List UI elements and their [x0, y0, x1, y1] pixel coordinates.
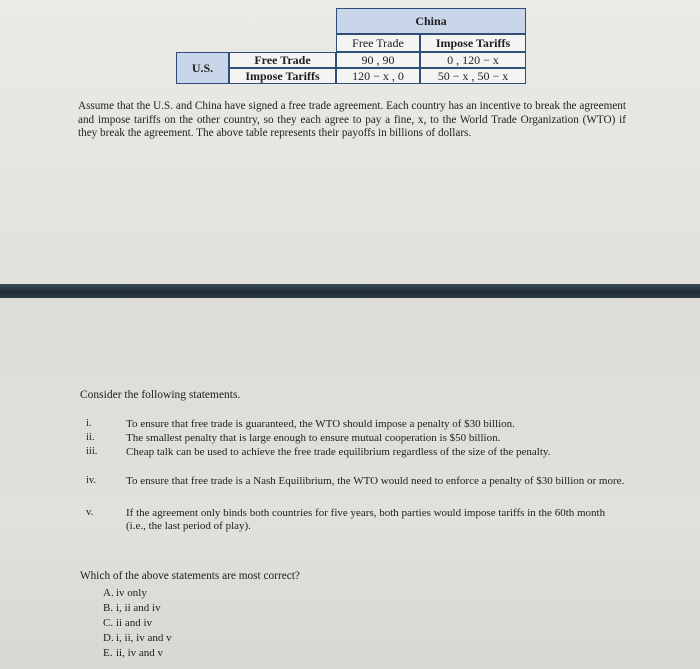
- option-e[interactable]: [103, 646, 172, 661]
- statement-number: v.: [86, 507, 94, 518]
- statement-text: The smallest penalty that is large enough to ensure mutual cooperation is $50 billion.: [126, 432, 501, 444]
- option-text: i, ii, iv and v: [116, 632, 172, 644]
- col-header-free-trade: Free Trade: [336, 34, 420, 52]
- option-text: iv only: [116, 587, 147, 599]
- option-text: ii, iv and v: [116, 647, 164, 659]
- option-text: ii and iv: [116, 617, 153, 629]
- statement-text: Cheap talk can be used to achieve the free trade equilibrium regardless of the size of the penalty.: [126, 446, 551, 458]
- option-a[interactable]: [103, 586, 172, 601]
- row-header-free-trade: Free Trade: [229, 52, 336, 68]
- row-header-impose-tariffs: Impose Tariffs: [229, 68, 336, 84]
- option-b[interactable]: [103, 601, 172, 616]
- consider-heading: Consider the following statements.: [80, 389, 241, 401]
- page-divider: [0, 284, 700, 298]
- option-letter: D.: [103, 632, 114, 644]
- option-letter: A.: [103, 587, 114, 599]
- statement-number: ii.: [86, 432, 95, 443]
- statement-text: To ensure that free trade is a Nash Equilibrium, the WTO would need to enforce a penalty of $30 billion or more.: [126, 475, 625, 487]
- cell-free-tariff: 0 , 120 − x: [420, 52, 526, 68]
- statement-text: To ensure that free trade is guaranteed, the WTO should impose a penalty of $30 billion.: [126, 418, 515, 430]
- question-text: Which of the above statements are most correct?: [80, 570, 300, 582]
- cell-tariff-tariff: 50 − x , 50 − x: [420, 68, 526, 84]
- cell-tariff-free: 120 − x , 0: [336, 68, 420, 84]
- option-letter: B.: [103, 602, 114, 614]
- statement-text: If the agreement only binds both countries for five years, both parties would impose tariffs in the 60th month (i.e., the last period of play).: [126, 507, 606, 532]
- statement-number: iii.: [86, 446, 98, 457]
- china-header: China: [336, 8, 526, 34]
- problem-paragraph: Assume that the U.S. and China have signed a free trade agreement. Each country has an incentive to break the agreement and impose tariffs on the other country, so they each agree to pay a fine, x, to the World Trade Organization (WTO) if they break the agreement. The above table represents their payoffs in billions of dollars.: [78, 100, 626, 139]
- answer-options: [103, 586, 172, 661]
- col-header-impose-tariffs: Impose Tariffs: [420, 34, 526, 52]
- cell-free-free: 90 , 90: [336, 52, 420, 68]
- option-letter: E.: [103, 647, 113, 659]
- option-d[interactable]: [103, 631, 172, 646]
- statement-number: iv.: [86, 475, 97, 486]
- option-c[interactable]: [103, 616, 172, 631]
- option-letter: C.: [103, 617, 114, 629]
- statement-number: i.: [86, 418, 92, 429]
- option-text: i, ii and iv: [116, 602, 161, 614]
- us-header: U.S.: [176, 52, 229, 84]
